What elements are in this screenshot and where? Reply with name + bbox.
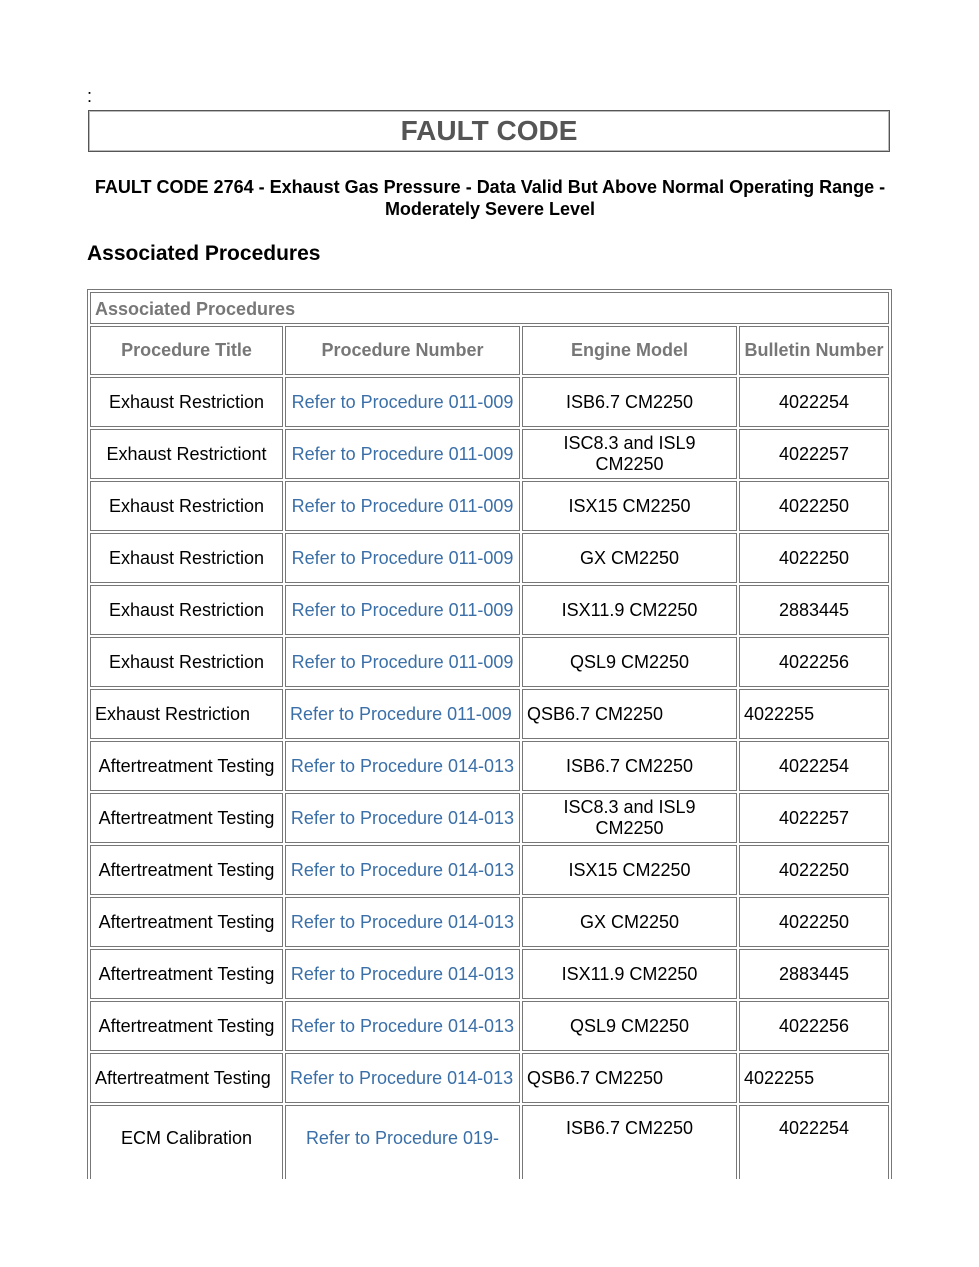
table-row bbox=[90, 689, 889, 739]
table-row bbox=[90, 793, 889, 843]
procedure-link[interactable]: Refer to Procedure 014-013 bbox=[285, 741, 520, 791]
engine-model-cell: ISX11.9 CM2250 bbox=[522, 949, 737, 999]
table-row bbox=[90, 585, 889, 635]
table-row bbox=[90, 637, 889, 687]
bulletin-number-cell: 4022256 bbox=[739, 1001, 889, 1051]
table-row bbox=[90, 377, 889, 427]
bulletin-number-cell: 4022254 bbox=[739, 1105, 889, 1179]
fault-code-title: FAULT CODE 2764 - Exhaust Gas Pressure - Data Valid But Above Normal Operating Range - Moderately Severe Level bbox=[94, 177, 886, 219]
procedure-link[interactable]: Refer to Procedure 014-013 bbox=[285, 793, 520, 843]
procedure-title-cell: Aftertreatment Testing bbox=[90, 1053, 283, 1103]
header-bulletin-number: Bulletin Number bbox=[739, 326, 889, 375]
procedure-link[interactable]: Refer to Procedure 014-013 bbox=[285, 897, 520, 947]
procedure-title-cell: Aftertreatment Testing bbox=[90, 897, 283, 947]
procedure-link[interactable]: Refer to Procedure 011-009 bbox=[285, 481, 520, 531]
procedure-title-cell: Exhaust Restriction bbox=[90, 377, 283, 427]
procedure-title-cell: Exhaust Restriction bbox=[90, 481, 283, 531]
bulletin-number-cell: 4022255 bbox=[739, 1053, 889, 1103]
section-heading: Associated Procedures bbox=[87, 242, 321, 265]
engine-model-cell: ISX15 CM2250 bbox=[522, 845, 737, 895]
table-row bbox=[90, 741, 889, 791]
procedure-title-cell: Aftertreatment Testing bbox=[90, 949, 283, 999]
fault-code-banner: FAULT CODE bbox=[88, 110, 890, 152]
procedure-title-cell: Aftertreatment Testing bbox=[90, 845, 283, 895]
procedure-link[interactable]: Refer to Procedure 014-013 bbox=[285, 1001, 520, 1051]
procedure-link[interactable]: Refer to Procedure 019- bbox=[285, 1105, 520, 1179]
bulletin-number-cell: 4022250 bbox=[739, 481, 889, 531]
procedure-title-cell: Aftertreatment Testing bbox=[90, 1001, 283, 1051]
procedure-link[interactable]: Refer to Procedure 014-013 bbox=[285, 845, 520, 895]
table-row bbox=[90, 845, 889, 895]
header-engine-model: Engine Model bbox=[522, 326, 737, 375]
procedure-title-cell: ECM Calibration bbox=[90, 1105, 283, 1179]
engine-model-cell: ISC8.3 and ISL9 CM2250 bbox=[522, 429, 737, 479]
header-procedure-number: Procedure Number bbox=[285, 326, 520, 375]
table-row bbox=[90, 481, 889, 531]
bulletin-number-cell: 4022257 bbox=[739, 429, 889, 479]
engine-model-cell: QSL9 CM2250 bbox=[522, 637, 737, 687]
procedure-link[interactable]: Refer to Procedure 011-009 bbox=[285, 689, 520, 739]
bulletin-number-cell: 2883445 bbox=[739, 949, 889, 999]
engine-model-cell: QSB6.7 CM2250 bbox=[522, 1053, 737, 1103]
engine-model-cell: ISX11.9 CM2250 bbox=[522, 585, 737, 635]
bulletin-number-cell: 4022250 bbox=[739, 897, 889, 947]
engine-model-cell: ISB6.7 CM2250 bbox=[522, 377, 737, 427]
table-row bbox=[90, 1001, 889, 1051]
bulletin-number-cell: 4022254 bbox=[739, 741, 889, 791]
procedures-table bbox=[87, 289, 892, 1179]
table-row bbox=[90, 949, 889, 999]
table-caption: Associated Procedures bbox=[90, 292, 889, 324]
engine-model-cell: ISX15 CM2250 bbox=[522, 481, 737, 531]
procedure-link[interactable]: Refer to Procedure 011-009 bbox=[285, 429, 520, 479]
procedure-link[interactable]: Refer to Procedure 011-009 bbox=[285, 585, 520, 635]
procedure-title-cell: Exhaust Restrictiont bbox=[90, 429, 283, 479]
engine-model-cell: QSL9 CM2250 bbox=[522, 1001, 737, 1051]
table-row bbox=[90, 1053, 889, 1103]
page-marker: : bbox=[87, 86, 93, 106]
procedure-title-cell: Exhaust Restriction bbox=[90, 585, 283, 635]
engine-model-cell: ISB6.7 CM2250 bbox=[522, 741, 737, 791]
bulletin-number-cell: 4022254 bbox=[739, 377, 889, 427]
bulletin-number-cell: 4022255 bbox=[739, 689, 889, 739]
bulletin-number-cell: 4022256 bbox=[739, 637, 889, 687]
procedure-title-cell: Exhaust Restriction bbox=[90, 689, 283, 739]
procedure-link[interactable]: Refer to Procedure 014-013 bbox=[285, 1053, 520, 1103]
procedure-link[interactable]: Refer to Procedure 011-009 bbox=[285, 637, 520, 687]
table-row bbox=[90, 429, 889, 479]
header-procedure-title: Procedure Title bbox=[90, 326, 283, 375]
procedure-title-cell: Exhaust Restriction bbox=[90, 533, 283, 583]
engine-model-cell: QSB6.7 CM2250 bbox=[522, 689, 737, 739]
procedure-link[interactable]: Refer to Procedure 014-013 bbox=[285, 949, 520, 999]
bulletin-number-cell: 2883445 bbox=[739, 585, 889, 635]
procedure-title-cell: Aftertreatment Testing bbox=[90, 741, 283, 791]
bulletin-number-cell: 4022257 bbox=[739, 793, 889, 843]
table-row bbox=[90, 1105, 889, 1179]
procedure-title-cell: Exhaust Restriction bbox=[90, 637, 283, 687]
table-row bbox=[90, 533, 889, 583]
procedure-link[interactable]: Refer to Procedure 011-009 bbox=[285, 533, 520, 583]
table-row bbox=[90, 897, 889, 947]
engine-model-cell: GX CM2250 bbox=[522, 533, 737, 583]
procedure-title-cell: Aftertreatment Testing bbox=[90, 793, 283, 843]
procedure-link[interactable]: Refer to Procedure 011-009 bbox=[285, 377, 520, 427]
bulletin-number-cell: 4022250 bbox=[739, 533, 889, 583]
engine-model-cell: GX CM2250 bbox=[522, 897, 737, 947]
bulletin-number-cell: 4022250 bbox=[739, 845, 889, 895]
engine-model-cell: ISC8.3 and ISL9 CM2250 bbox=[522, 793, 737, 843]
procedures-table-container bbox=[87, 289, 892, 1179]
engine-model-cell: ISB6.7 CM2250 bbox=[522, 1105, 737, 1179]
